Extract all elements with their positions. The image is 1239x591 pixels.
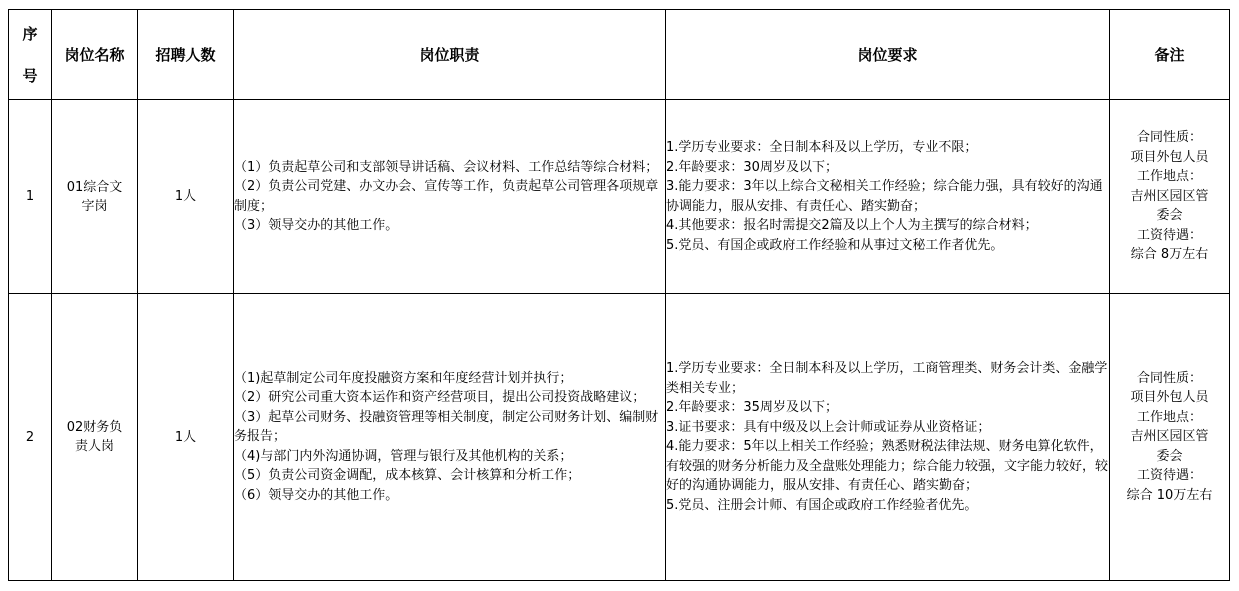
row-duties [234, 100, 666, 294]
requirement-item: 4.其他要求：报名时需提交2篇及以上个人为主撰写的综合材料； [666, 218, 1038, 233]
row-position [52, 294, 138, 581]
requirement-item: 5.党员、有国企或政府工作经验和从事过文秘工作者优先。 [666, 237, 1004, 253]
duty-item: （2）负责公司党建、办文办会、宣传等工作，负责起草公司管理各项规章制度； [234, 179, 659, 214]
position-line: 01综合文 [66, 179, 123, 195]
duty-item: （1）负责起草公司和支部领导讲话稿、会议材料、工作总结等综合材料； [234, 159, 659, 175]
remark-line: 合同性质： [1136, 130, 1202, 146]
duty-item: （2）研究公司重大资本运作和资产经营项目，提出公司投资战略建议； [234, 390, 646, 406]
row-position [52, 100, 138, 294]
position-line: 字岗 [81, 198, 108, 214]
requirement-item: 1.学历专业要求：全日制本科及以上学历，工商管理类、财务会计类、金融学类相关专业； [666, 361, 1108, 396]
row-remarks [1110, 100, 1230, 294]
remark-line: 委会 [1156, 208, 1183, 224]
remark-line: 工作地点： [1136, 409, 1202, 425]
remark-line: 吉州区园区管 [1130, 188, 1209, 204]
duty-item: （1)起草制定公司年度投融资方案和年度经营计划并执行； [234, 370, 573, 386]
duty-item: （4)与部门内外沟通协调，管理与银行及其他机构的关系； [234, 448, 573, 464]
table-row [9, 100, 1230, 294]
duty-item: （3）领导交办的其他工作。 [234, 218, 399, 233]
header-remarks: 备注 [1110, 10, 1230, 100]
row-remarks [1110, 294, 1230, 581]
recruitment-table [8, 9, 1230, 581]
row-seq: 2 [9, 294, 52, 581]
remark-line: 综合 10万左右 [1126, 487, 1213, 503]
position-line: 02财务负 [66, 420, 123, 435]
requirement-item: 3.证书要求：具有中级及以上会计师或证券从业资格证； [666, 419, 991, 435]
row-duties [234, 294, 666, 581]
remark-line: 项目外包人员 [1130, 149, 1209, 165]
remark-line: 综合 8万左右 [1130, 247, 1209, 263]
duty-item: （3）起草公司财务、投融资管理等相关制度，制定公司财务计划、编制财务报告； [234, 409, 659, 445]
header-duties: 岗位职责 [234, 10, 666, 100]
header-count: 招聘人数 [138, 10, 234, 100]
header-position: 岗位名称 [52, 10, 138, 100]
remark-line: 吉州区园区管 [1130, 429, 1209, 445]
requirement-item: 2.年龄要求：35周岁及以下； [666, 400, 838, 415]
row-seq: 1 [9, 100, 52, 294]
row-requirements [666, 294, 1110, 581]
header-requirements: 岗位要求 [666, 10, 1110, 100]
remark-line: 工作地点： [1136, 169, 1202, 185]
remark-line: 项目外包人员 [1130, 390, 1209, 406]
table-row [9, 294, 1230, 581]
header-seq-top: 序 [22, 24, 38, 43]
row-count: 1人 [138, 294, 234, 581]
requirement-item: 5.党员、注册会计师、有国企或政府工作经验者优先。 [666, 497, 978, 513]
duty-item: （5）负责公司资金调配，成本核算、会计核算和分析工作； [234, 468, 581, 484]
row-count: 1人 [138, 100, 234, 294]
requirement-item: 2.年龄要求：30周岁及以下； [666, 159, 838, 175]
position-line: 责人岗 [74, 439, 114, 454]
requirement-item: 4.能力要求：5年以上相关工作经验；熟悉财税法律法规、财务电算化软件，有较强的财务分析能力及全盘账处理能力；综合能力较强，文字能力较好，较好的沟通协调能力，服从安排、有责任心、踏实勤奋； [666, 439, 1109, 493]
remark-line: 合同性质： [1136, 370, 1202, 386]
remark-line: 工资待遇： [1136, 227, 1202, 243]
header-seq-bottom: 号 [22, 66, 38, 85]
requirement-item: 3.能力要求：3年以上综合文秘相关工作经验；综合能力强，具有较好的沟通协调能力，服从安排、有责任心、踏实勤奋； [666, 179, 1103, 214]
row-requirements [666, 100, 1110, 294]
remark-line: 委会 [1156, 448, 1183, 464]
table-header-row [9, 10, 1230, 100]
requirement-item: 1.学历专业要求：全日制本科及以上学历，专业不限； [666, 140, 978, 155]
header-seq [9, 10, 52, 100]
remark-line: 工资待遇： [1136, 468, 1202, 484]
duty-item: （6）领导交办的其他工作。 [234, 487, 399, 503]
